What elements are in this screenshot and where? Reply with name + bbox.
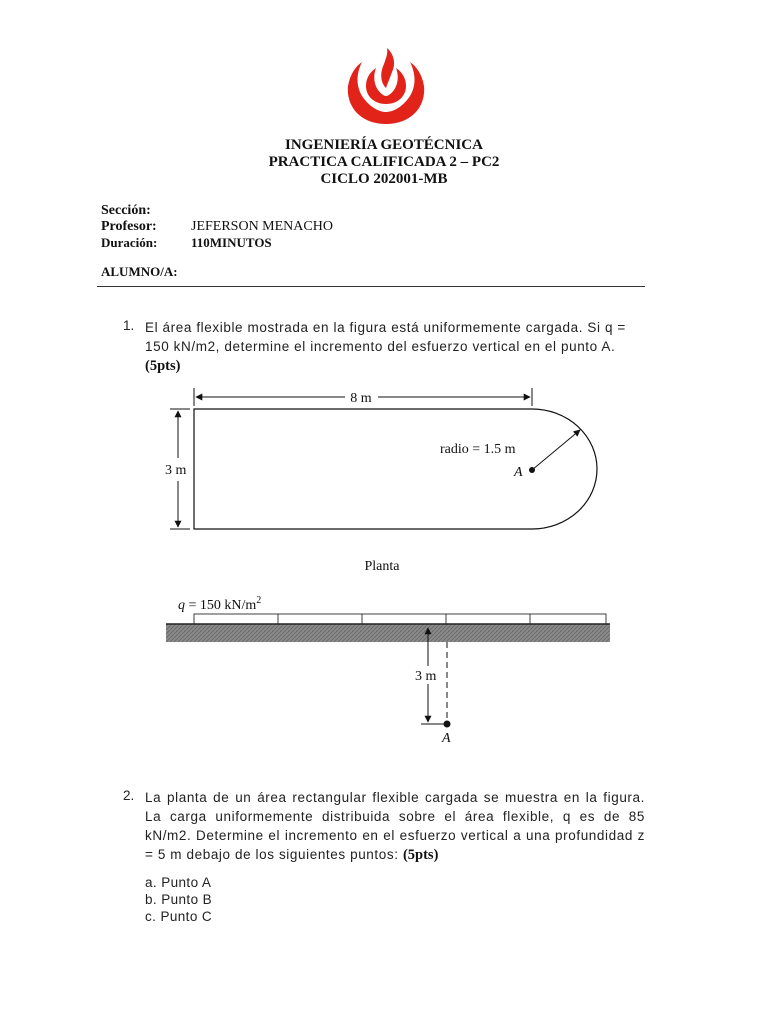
- professor-value: JEFERSON MENACHO: [191, 219, 333, 234]
- question2-text: [145, 788, 645, 865]
- question2-body: La planta de un área rectangular flexible cargada se muestra en la figura. La carga uniformemente distribuida sobre el área flexible, q es de 85 kN/m2. Determine el incremento en el esfuerzo vertical a una profundidad z = 5 m debajo de los siguientes puntos:: [145, 790, 645, 862]
- width-label: 8 m: [350, 391, 372, 406]
- point-a-plan-label: A: [514, 465, 523, 480]
- exam-title: PRACTICA CALIFICADA 2 – PC2: [268, 154, 500, 170]
- duration-label: Duración:: [101, 235, 158, 250]
- question2-points: (5pts): [402, 847, 439, 863]
- point-a-plan: [529, 467, 535, 473]
- point-a-section-label: A: [442, 731, 451, 746]
- option-c: c. Punto C: [145, 909, 213, 924]
- section-label: Sección:: [101, 203, 151, 218]
- question2-options: [145, 874, 212, 925]
- question1-number: 1.: [123, 318, 135, 333]
- question1-points: (5pts): [145, 358, 181, 374]
- question2-number: 2.: [123, 788, 135, 803]
- duration-value: 110MINUTOS: [191, 235, 272, 250]
- depth-label: 3 m: [415, 669, 437, 684]
- point-a-section: [444, 721, 451, 728]
- student-line: [97, 286, 645, 287]
- cycle-title: CICLO 202001-MB: [320, 171, 448, 187]
- plan-caption: Planta: [364, 559, 400, 574]
- radius-line: [532, 430, 580, 470]
- radius-label: radio = 1.5 m: [440, 442, 516, 457]
- load-strip: [194, 614, 606, 624]
- section-row: [101, 203, 191, 219]
- load-label: q = 150 $kN/m^2$: [178, 595, 262, 613]
- section-view: [166, 595, 610, 746]
- option-a: a. Punto A: [145, 875, 212, 890]
- question1-body: El área flexible mostrada en la figura está uniformemente cargada. Si q = 150 kN/m2, determine el incremento del esfuerzo vertical en el punto A.: [145, 320, 626, 354]
- professor-label: Profesor:: [101, 219, 157, 234]
- ground-surface: [166, 624, 610, 642]
- student-row: [101, 264, 191, 281]
- question1-text: [145, 318, 645, 376]
- course-title: INGENIERÍA GEOTÉCNICA: [285, 137, 483, 153]
- duration-row: [101, 235, 272, 252]
- professor-row: [101, 219, 333, 235]
- plan-view: [165, 388, 597, 574]
- university-logo: [340, 42, 432, 130]
- loaded-area-outline: [194, 409, 597, 529]
- height-label: 3 m: [165, 463, 187, 478]
- option-b: b. Punto B: [145, 892, 213, 907]
- student-label: ALUMNO/A:: [101, 264, 178, 279]
- figure-1: [150, 378, 620, 756]
